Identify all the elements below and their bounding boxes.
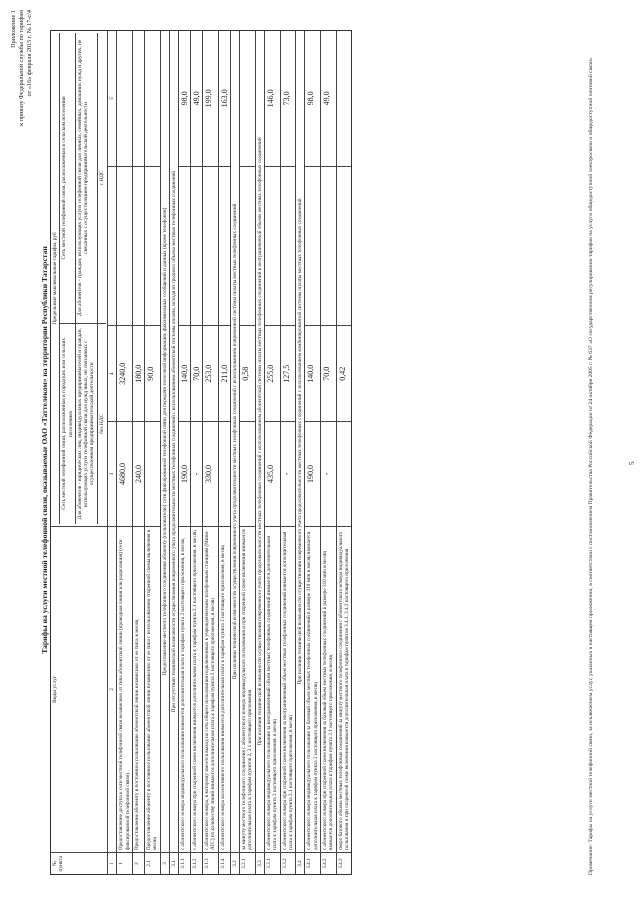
row-number: 3.4.1 (305, 852, 320, 874)
table-row (305, 31, 321, 874)
header-sub-a2: Для абонентов - граждан, использующих услуги телефонной связи для личных, семейных, домашних нужд и других, не связанных с осуществлением предпринимательской деятельности (76, 39, 90, 317)
row-number: 2 (133, 852, 144, 874)
appendix-line-2: к приказу Федеральной службы по тарифам (18, 10, 25, 126)
row-number: 3 (161, 852, 169, 874)
row-service: Предоставление абоненту в постоянное пользование абонентской линии независимо от ее типа с использованием спаренной схемы включения в месяц (145, 526, 160, 852)
table-row (117, 31, 133, 874)
row-number: 1 (117, 852, 132, 874)
row-value-b: 90,0 (145, 325, 160, 421)
table-body (117, 31, 351, 874)
appendix-header (10, 10, 34, 170)
table-row (281, 31, 297, 874)
row-value-a: 190,0 (305, 421, 320, 526)
row-value-b: 211,0 (219, 325, 230, 421)
row-value-b: 253,0 (203, 325, 218, 421)
row-value-b: 0,42 (337, 325, 352, 421)
row-section-heading: При наличии технической возможности осуществления повременного учета продолжительности местных телефонных соединений с использованием абонентской системы оплаты местных телефонных соединений в неограниченной объеме местных телефонных соединений (256, 137, 263, 746)
row-value-a (145, 421, 160, 526)
table-numbering-row (108, 31, 117, 874)
row-number: 3.1.2 (191, 852, 202, 874)
row-value-a: 435,0 (265, 421, 280, 526)
row-value-a: - (191, 421, 202, 526)
row-value-c (337, 166, 352, 326)
row-value-b: 127,5 (281, 325, 296, 421)
row-value-c (265, 166, 280, 326)
row-value-b: 140,0 (179, 325, 190, 421)
table-row (231, 31, 240, 874)
page-number: 5 (628, 461, 636, 465)
table-row (337, 31, 352, 874)
row-service: сверх базового объема местных телефонных соединений за минуту местного телефонного соединения с абонентского номера индивидуального пользования и при спаренной схеме включения взимается дополнительная плата к тарифам пунктов 3.4.1, 3.4.2 настоящего приложения (337, 526, 352, 852)
appendix-line-3: от «16» февраля 2015 г. № 17-с/4 (26, 10, 33, 97)
header-col-b: Сеть местной телефонной связи, расположенная в сельском поселении (61, 96, 68, 260)
row-value-b: 70,0 (321, 325, 336, 421)
row-value-a: 240,0 (133, 421, 144, 526)
table-row (161, 31, 170, 874)
row-value-a: 4680,0 (117, 421, 132, 526)
row-service: за минуту местного телефонного соединения с абонентского номера индивидуального пользования и при спаренной схеме включения взимается дополнительная плата к тарифам пунктов 2, 2.1 настоящего приложения (240, 526, 255, 852)
col-number-empty (108, 166, 116, 326)
row-value-d: 49,0 (322, 91, 332, 106)
row-value-c (321, 166, 336, 326)
row-number: 3.1 (170, 852, 178, 874)
row-value-a (240, 421, 255, 526)
row-value-d: 199,0 (204, 89, 214, 108)
row-number: 3.2 (231, 852, 239, 874)
row-number: 3.3 (256, 852, 264, 874)
table-row (145, 31, 161, 874)
row-value-c (240, 166, 255, 326)
row-service: с абонентского номера при спаренной схеме включения взимается дополнительная плата к тарифам пункта 2.1 настоящего приложения, в месяц (191, 526, 202, 852)
header-col-a: Сеть местной телефонной связи, расположенная в городских или сельских поселениях (60, 323, 75, 524)
row-number: 3.1.4 (219, 852, 230, 874)
col-number-1: 1 (108, 852, 116, 874)
row-value-b: 70,0 (191, 325, 202, 421)
row-number: 3.4.2 (321, 852, 336, 874)
row-value-d: 49,0 (192, 91, 202, 106)
table-row (256, 31, 265, 874)
header-with-vat: с НДС (98, 170, 105, 186)
row-number: 3.1.3 (203, 852, 218, 874)
row-value-d (117, 31, 132, 166)
row-value-c (191, 166, 202, 326)
row-value-a: 330,0 (203, 421, 218, 526)
header-max-tariffs-label: Предельные максимальные тарифы, руб (52, 232, 58, 325)
appendix-line-1: Приложение 1 (10, 10, 17, 48)
row-section-heading: При наличии технической возможности осуществления повременного учета продолжительности местных телефонных соединений с использованием комбинированной системы оплаты местных телефонных соединений (297, 198, 304, 685)
row-value-d (337, 31, 352, 166)
row-section-heading: Предоставление местного телефонного соединения абоненту (пользователю) сети фиксированной телефонной связи для передачи голосовой информации, факсимильных сообщений и данных (кроме телефонов) (161, 207, 168, 676)
row-value-d: 146,0 (265, 89, 275, 108)
footnote: Примечание: Тарифы на услуги местной телефонной связи, за исключением услуг, указанных в настоящем приложении, в соответствии с постановлением Правительства Российской Федерации от 24 октября 2005 г. № 637 «О государственном регулировании тарифов на услуги общедоступной электросвязи и общедоступной почтовой связи» (588, 57, 594, 875)
row-value-b: 3240,0 (117, 325, 132, 421)
document-title: Тарифы на услуги местной телефонной связи, оказываемые ОАО «Таттелеком» на территории Республики Татарстан (40, 246, 49, 654)
row-service: Предоставление абоненту в постоянное пользование абонентской линии независимо от ее типа, в месяц (133, 526, 144, 852)
row-value-c (179, 166, 190, 326)
table-row (321, 31, 337, 874)
row-value-a: - (281, 421, 296, 526)
table-row (240, 31, 256, 874)
table-row (170, 31, 179, 874)
row-value-d (133, 31, 144, 166)
row-service: с абонентского номера индивидуального пользования за базовый объем местных телефонных соединений в размере 310 мин в месяц взимается дополнительная плата к тарифам пункта 2 настоящего приложения, в месяц (305, 526, 320, 852)
row-value-b: 0,58 (240, 325, 255, 421)
row-value-c (219, 166, 230, 326)
row-service: с абонентского номера при спаренной схеме включения за неограниченный объем местных телефонных соединений взимается дополнительная плата к тарифам пункта 2.1 настоящего приложения, в месяц (281, 526, 296, 852)
row-service: с абонентского номера, к которому имеется выход на сеть общего пользования подключенных к учрежденческим телефонным станциям (Мини-АТС) по количеству линий взимается дополнительная плата к тарифам пункта 2 настоящего приложения, в месяц (203, 526, 218, 852)
row-service: с абонентского номера при спаренной схеме включения за базовый объем местных телефонных соединений в размере 310 мин в месяц взимается дополнительная плата к тарифам пункта 2.1 настоящего приложения, в месяц (321, 526, 336, 852)
row-number: 3.4 (296, 852, 304, 874)
row-value-d: 98,0 (306, 91, 316, 106)
row-value-a (337, 421, 352, 526)
row-service: с абонентского номера индивидуального пользования взимается дополнительная плата к тарифам пункта 2 настоящего приложения, в месяц (179, 526, 190, 852)
col-number-2: 2 (108, 526, 116, 852)
table-row (191, 31, 203, 874)
row-service: с абонентского номера индивидуального пользования за неограниченный объем местных телефонных соединений взимается дополнительная плата к тарифам пункта 2 настоящего приложения, в месяц (265, 526, 280, 852)
row-value-d: 163,0 (219, 89, 229, 108)
row-value-c (281, 166, 296, 326)
row-value-c (203, 166, 218, 326)
header-max-tariffs (51, 31, 107, 526)
row-number: 3.2.1 (240, 852, 255, 874)
row-value-b: 180,0 (133, 325, 144, 421)
row-number: 3.3.2 (281, 852, 296, 874)
table-row (203, 31, 219, 874)
row-value-a: 190,0 (179, 421, 190, 526)
row-section-heading: При отсутствии технической возможности осуществления повременного учета продолжительности местных телефонных соединений с использованием абонентской системы оплаты, исходя из среднего объема местных телефонных соединений (170, 170, 177, 713)
row-value-d (145, 31, 160, 166)
row-value-c (117, 166, 132, 326)
row-number: 3.3.1 (265, 852, 280, 874)
header-no-vat: без НДС (98, 323, 106, 524)
table-row (265, 31, 281, 874)
row-value-b: 255,0 (265, 325, 280, 421)
row-value-d: 73,0 (281, 91, 291, 106)
row-value-a: - (321, 421, 336, 526)
row-value-c (133, 166, 144, 326)
row-number: 2.1 (145, 852, 160, 874)
table-row (179, 31, 191, 874)
row-service: Предоставление доступа к сети местной телефонной связи независимо от типа абонентской линии (проводная линия или радиолиния) (сети фиксированной телефонной связи) (117, 526, 132, 852)
row-value-c (145, 166, 160, 326)
table-row (296, 31, 305, 874)
col-number-3: 3 (108, 421, 116, 526)
row-section-heading: При наличии технической возможности осуществления повременного учета продолжительности местных телефонных соединений с использованием повременной системы оплаты местных телефонных соединений (231, 203, 238, 680)
row-value-b: 140,0 (305, 325, 320, 421)
col-number-4: 4 (108, 325, 116, 421)
row-value-a (219, 421, 230, 526)
row-value-d (240, 31, 255, 166)
header-sub-a1: Для абонентов - юридических лиц, индивидуальных предпринимателей и граждан, использующих услуги телефонной связи для нужд иных, не связанных с осуществлением предпринимательской деятельности (76, 323, 97, 524)
table-header-row (51, 31, 108, 874)
row-service: с абонентского номера коллективного пользования взимается дополнительная плата к тарифам пункта 2 настоящего приложения, в месяц (219, 526, 230, 852)
row-value-c (305, 166, 320, 326)
table-row (133, 31, 145, 874)
header-num: № пункта (51, 852, 107, 874)
col-number-5: 5 (109, 97, 116, 100)
tariff-table (50, 30, 352, 875)
table-row (219, 31, 231, 874)
row-number: 3.4.3 (337, 852, 352, 874)
row-value-d: 98,0 (180, 91, 190, 106)
row-number: 3.1.1 (179, 852, 190, 874)
header-service: Виды услуг (51, 526, 107, 852)
